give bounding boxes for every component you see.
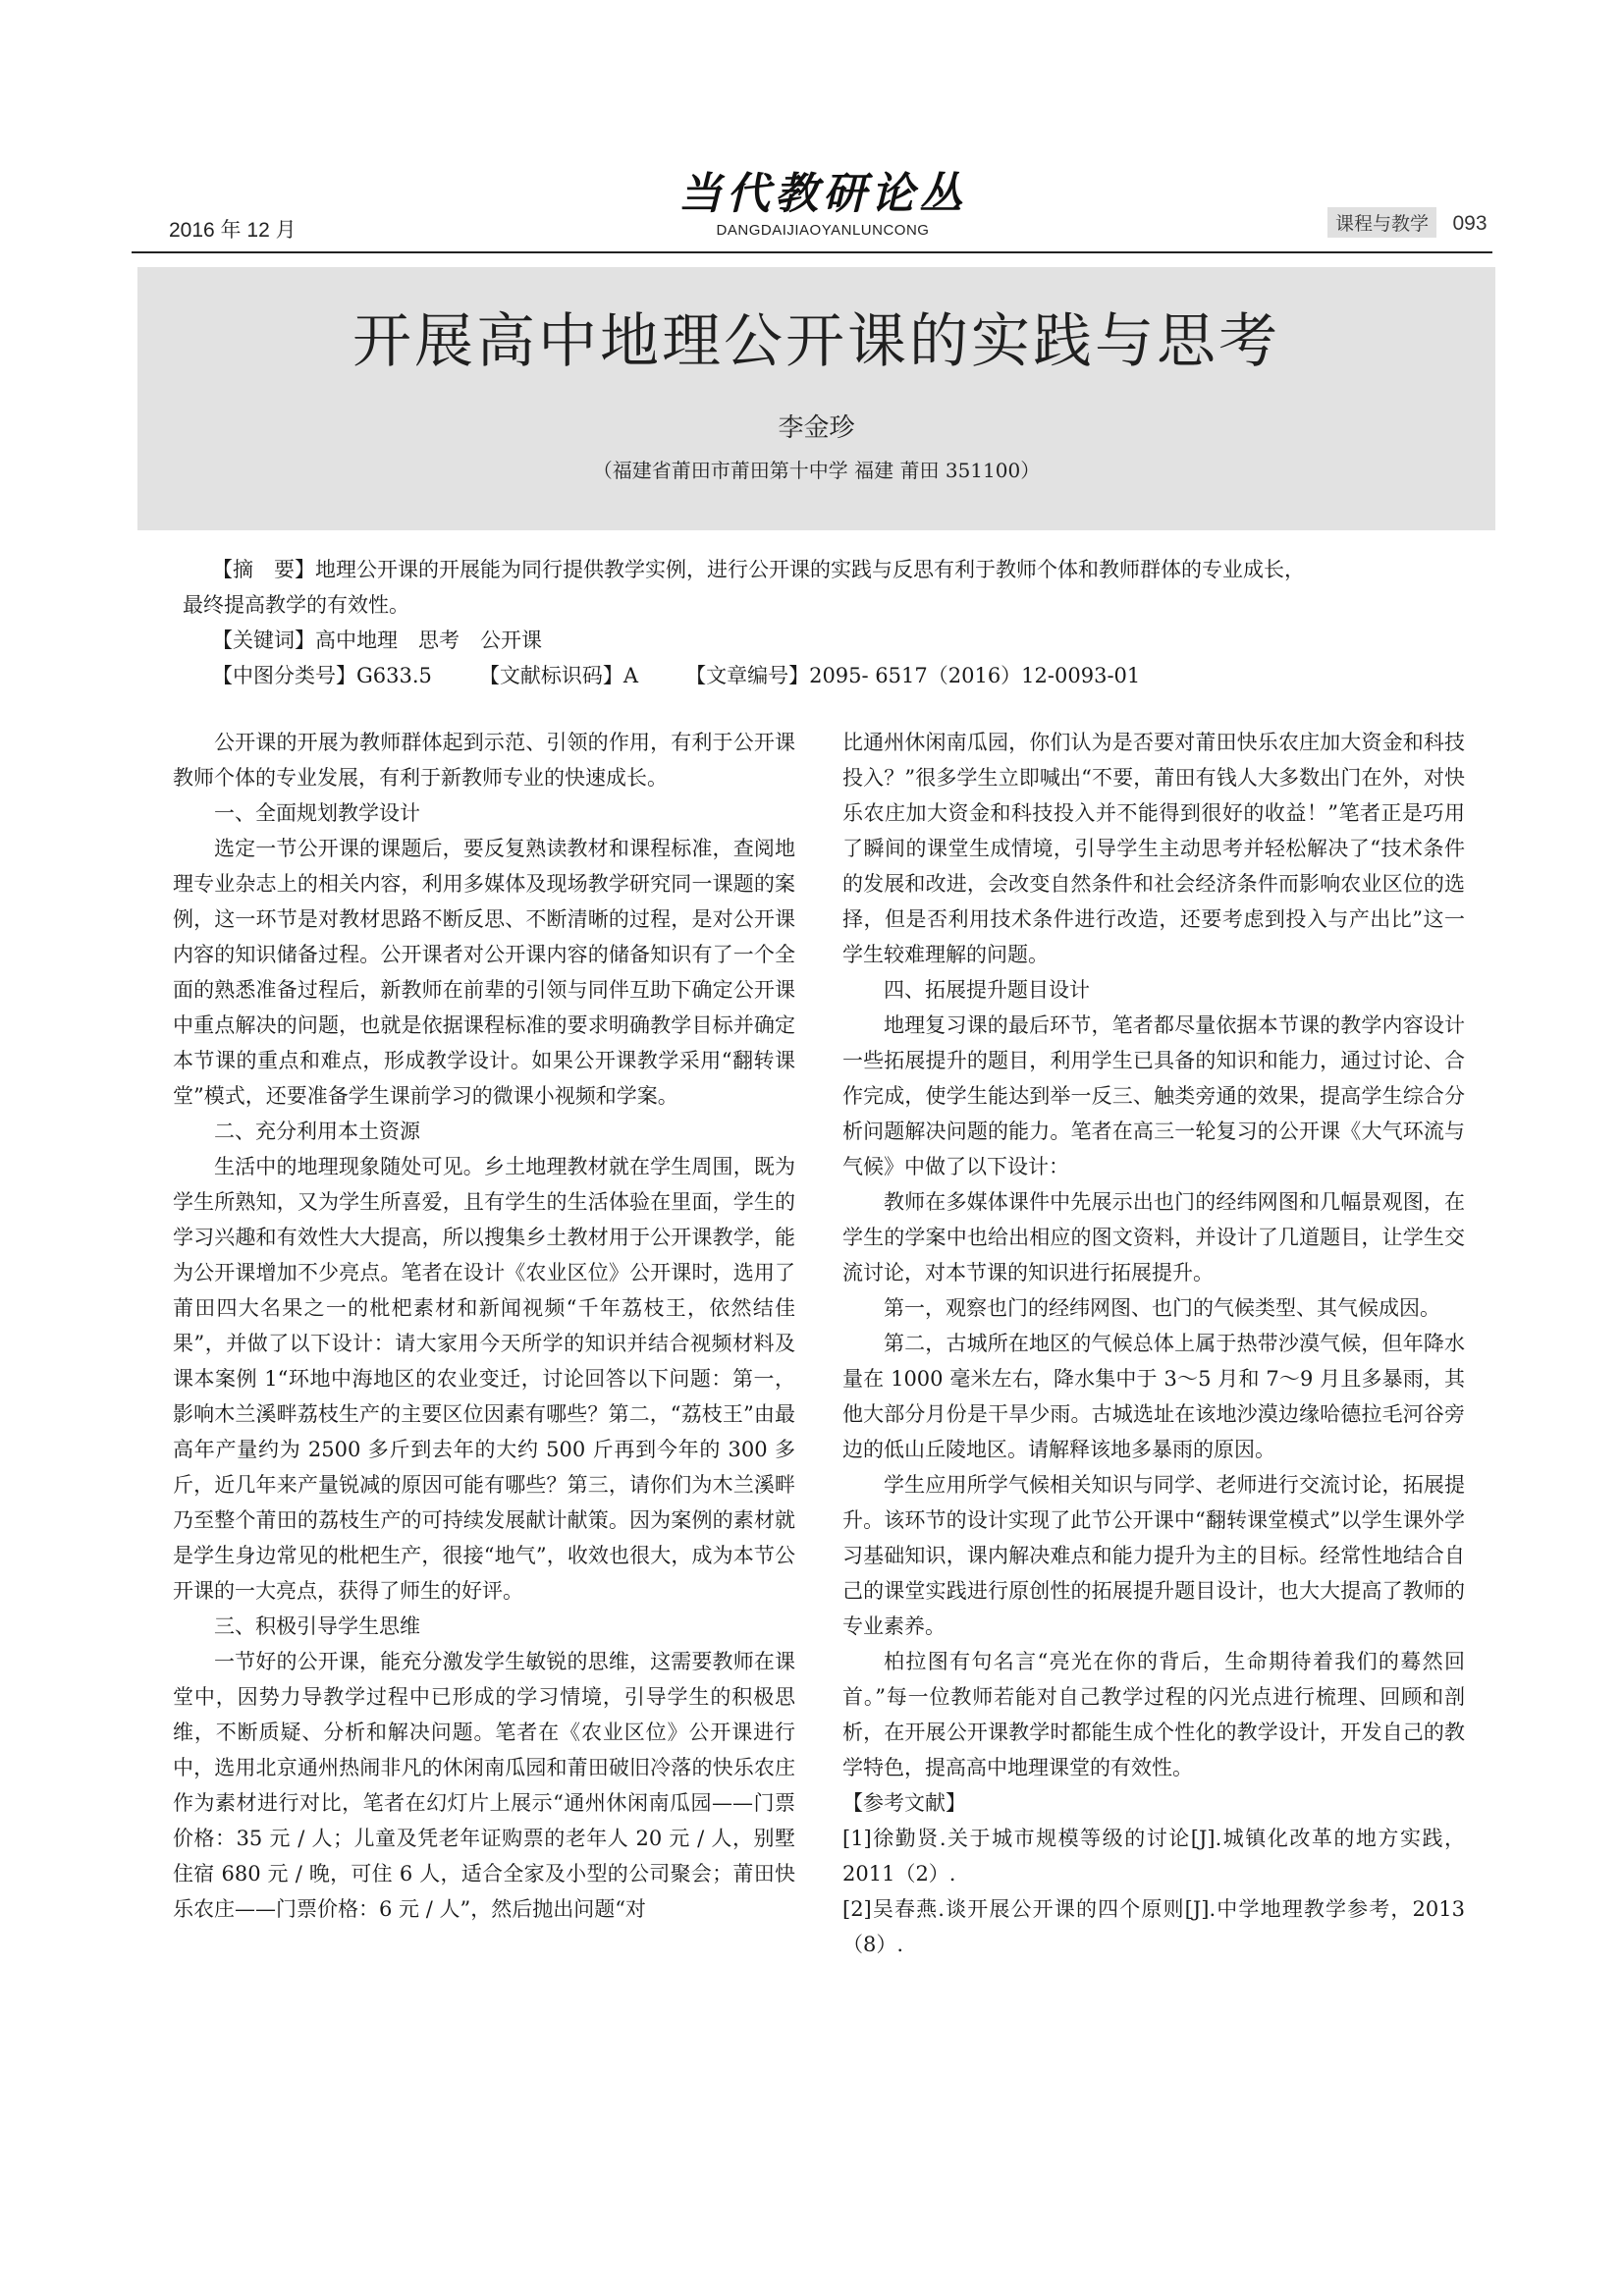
- section-label: 课程与教学: [1327, 207, 1436, 238]
- paragraph: 公开课的开展为教师群体起到示范、引领的作用，有利于公开课教师个体的专业发展，有利于新教师专业的快速成长。: [173, 731, 795, 790]
- section-heading-4: 四、拓展提升题目设计: [884, 978, 1090, 1002]
- title-block: [137, 267, 1495, 530]
- article-title: 开展高中地理公开课的实践与思考: [352, 307, 1280, 376]
- article-number: 【文章编号】2095- 6517（2016）12-0093-01: [685, 664, 1141, 687]
- journal-logo: [676, 169, 970, 239]
- paragraph: 柏拉图有句名言“亮光在你的背后，生命期待着我们的蓦然回首。”每一位教师若能对自己教学过程的闪光点进行梳理、回顾和剖析，在开展公开课教学时都能生成个性化的教学设计，开发自己的教学特色，提高高中地理课堂的有效性。: [842, 1650, 1465, 1779]
- keywords: 【关键词】高中地理 思考 公开课: [212, 629, 542, 652]
- section-heading-3: 三、积极引导学生思维: [214, 1614, 420, 1638]
- header-right: [1327, 207, 1488, 238]
- paragraph: 学生应用所学气候相关知识与同学、老师进行交流讨论，拓展提升。该环节的设计实现了此节公开课中“翻转课堂模式”以学生课外学习基础知识，课内解决难点和能力提升为主的目标。经常性地结合自己的课堂实践进行原创性的拓展提升题目设计，也大大提高了教师的专业素养。: [842, 1473, 1465, 1638]
- paragraph: 一节好的公开课，能充分激发学生敏锐的思维，这需要教师在课堂中，因势力导教学过程中已形成的学习情境，引导学生的积极思维，不断质疑、分析和解决问题。笔者在《农业区位》公开课进行中，选用北京通州热闹非凡的休闲南瓜园和莆田破旧冷落的快乐农庄作为素材进行对比，笔者在幻灯片上展示“通州休闲南瓜园——门票价格：35 元 / 人；儿童及凭老年证购票的老年人 20 元 / 人，别墅住宿 680 元 / 晚，可住 6 人，适合全家及小型的公司聚会；莆田快乐农庄——门票价格：6 元 / 人”，然后抛出问题“对: [173, 1650, 795, 1921]
- abstract-line-2: 最终提高教学的有效性。: [183, 593, 409, 617]
- header-rule: [132, 251, 1492, 253]
- paragraph-continued: 比通州休闲南瓜园，你们认为是否要对莆田快乐农庄加大资金和科技投入？”很多学生立即喊出“不要，莆田有钱人大多数出门在外，对快乐农庄加大资金和科技投入并不能得到很好的收益！”笔者正是巧用了瞬间的课堂生成情境，引导学生主动思考并轻松解决了“技术条件的发展和改进，会改变自然条件和社会经济条件而影响农业区位的选择，但是否利用技术条件进行改造，还要考虑到投入与产出比”这一学生较难理解的问题。: [842, 731, 1465, 966]
- journal-logo-cn: 当代教研论丛: [678, 169, 967, 219]
- paragraph: 选定一节公开课的课题后，要反复熟读教材和课程标准，查阅地理专业杂志上的相关内容，利用多媒体及现场教学研究同一课题的案例，这一环节是对教材思路不断反思、不断清晰的过程，是对公开课内容的知识储备过程。公开课者对公开课内容的储备知识有了一个全面的熟悉准备过程后，新教师在前辈的引领与同伴互助下确定公开课中重点解决的问题，也就是依据课程标准的要求明确教学目标并确定本节课的重点和难点，形成教学设计。如果公开课教学采用“翻转课堂”模式，还要准备学生课前学习的微课小视频和学案。: [173, 837, 795, 1108]
- author-name: 李金珍: [778, 413, 855, 443]
- paragraph: 生活中的地理现象随处可见。乡土地理教材就在学生周围，既为学生所熟知，又为学生所喜爱，且有学生的生活体验在里面，学生的学习兴趣和有效性大大提高，所以搜集乡土教材用于公开课教学，能为公开课增加不少亮点。笔者在设计《农业区位》公开课时，选用了莆田四大名果之一的枇杷素材和新闻视频“千年荔枝王，依然结佳果”，并做了以下设计：请大家用今天所学的知识并结合视频材料及课本案例 1“环地中海地区的农业变迁，讨论回答以下问题：第一，影响木兰溪畔荔枝生产的主要区位因素有哪些？第二，“荔枝王”由最高年产量约为 2500 多斤到去年的大约 500 斤再到今年的 300 多斤，近几年来产量锐减的原因可能有哪些？第三，请你们为木兰溪畔乃至整个莆田的荔枝生产的可持续发展献计献策。因为案例的素材就是学生身边常见的枇杷生产，很接“地气”，收效也很大，成为本节公开课的一大亮点，获得了师生的好评。: [173, 1155, 795, 1603]
- paragraph: 第一，观察也门的经纬网图、也门的气候类型、其气候成因。: [884, 1296, 1440, 1320]
- page-number: 093: [1452, 212, 1488, 235]
- section-heading-1: 一、全面规划教学设计: [214, 801, 420, 825]
- document-code: 【文献标识码】A: [478, 664, 639, 687]
- body-column-right: [842, 725, 1465, 1962]
- classification-row: [183, 658, 1487, 693]
- abstract-block: [183, 552, 1487, 693]
- paragraph: 教师在多媒体课件中先展示出也门的经纬网图和几幅景观图，在学生的学案中也给出相应的图文资料，并设计了几道题目，让学生交流讨论，对本节课的知识进行拓展提升。: [842, 1190, 1465, 1285]
- reference-item: [1]徐勤贤.关于城市规模等级的讨论[J].城镇化改革的地方实践，2011（2）.: [842, 1827, 1465, 1886]
- paragraph: 地理复习课的最后环节，笔者都尽量依据本节课的教学内容设计一些拓展提升的题目，利用学生已具备的知识和能力，通过讨论、合作完成，使学生能达到举一反三、触类旁通的效果，提高学生综合分析问题解决问题的能力。笔者在高三一轮复习的公开课《大气环流与气候》中做了以下设计：: [842, 1013, 1465, 1178]
- paragraph: 第二，古城所在地区的气候总体上属于热带沙漠气候，但年降水量在 1000 毫米左右，降水集中于 3～5 月和 7～9 月且多暴雨，其他大部分月份是干旱少雨。古城选址在该地沙漠边缘哈德拉毛河谷旁边的低山丘陵地区。请解释该地多暴雨的原因。: [842, 1332, 1465, 1461]
- reference-item: [2]吴春燕.谈开展公开课的四个原则[J].中学地理教学参考，2013（8）.: [842, 1897, 1465, 1956]
- clc-number: 【中图分类号】G633.5: [212, 664, 432, 687]
- abstract-line-1: 【摘 要】地理公开课的开展能为同行提供教学实例，进行公开课的实践与反思有利于教师个体和教师群体的专业成长，: [212, 558, 1305, 581]
- body-column-left: [173, 725, 795, 1927]
- issue-date: 2016 年 12 月: [169, 219, 297, 242]
- journal-logo-en: DANGDAIJIAOYANLUNCONG: [716, 222, 930, 239]
- author-affiliation: （福建省莆田市莆田第十中学 福建 莆田 351100）: [592, 459, 1041, 482]
- section-heading-2: 二、充分利用本土资源: [214, 1120, 420, 1143]
- references-heading: 【参考文献】: [842, 1791, 966, 1815]
